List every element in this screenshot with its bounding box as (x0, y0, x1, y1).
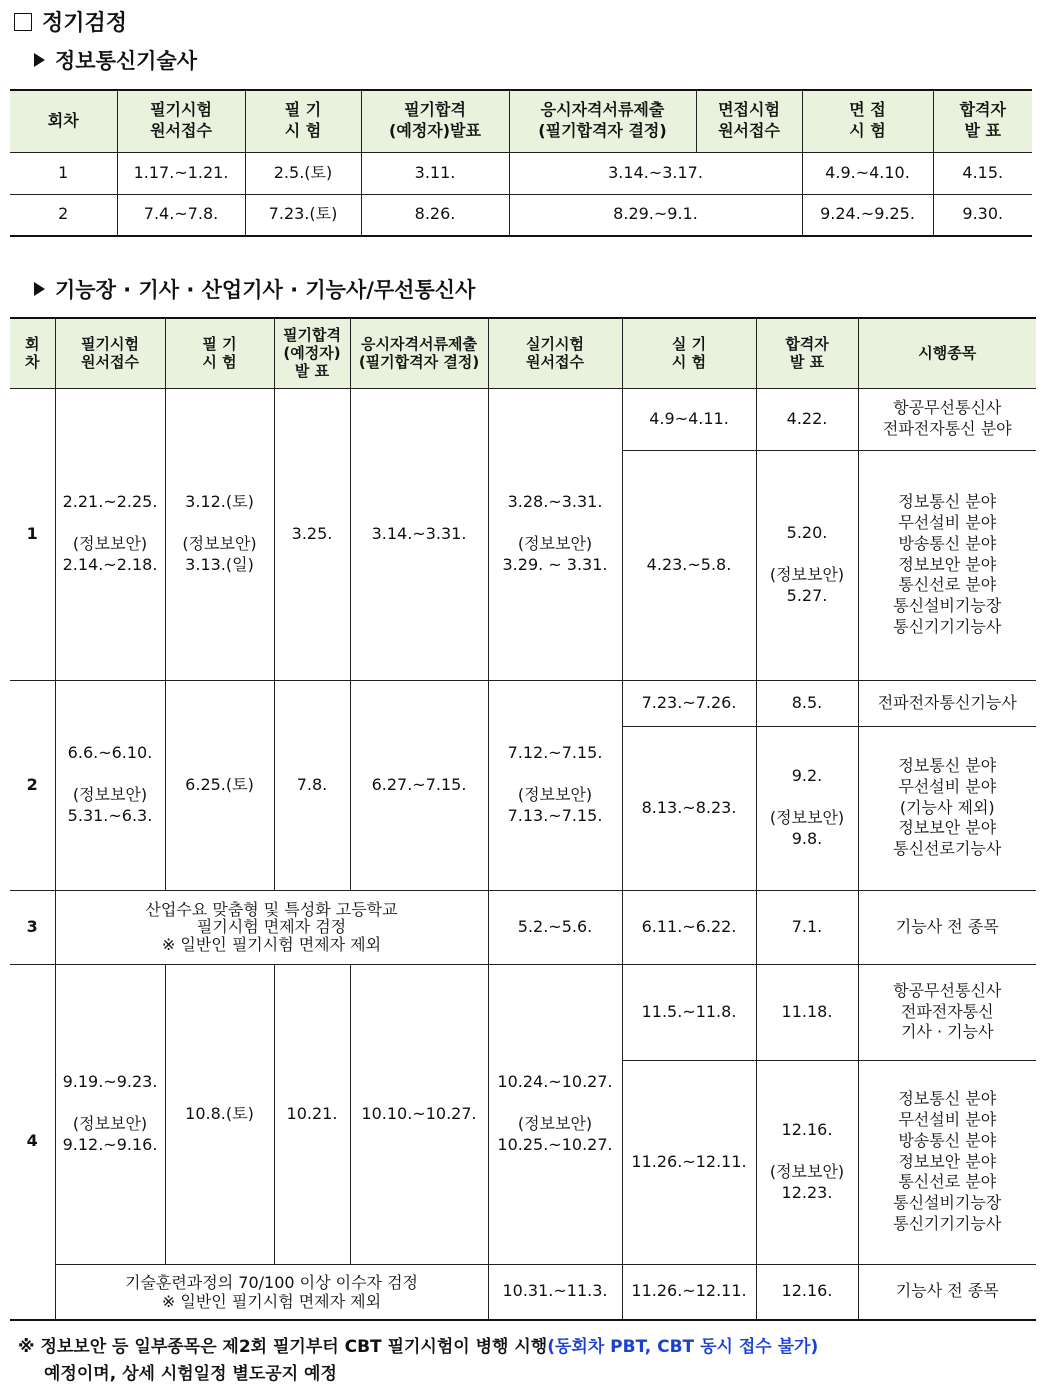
cell-final-result: 4.22. (756, 388, 858, 450)
section2-heading-text: 기능장 · 기사 · 산업기사 · 기능사/무선통신사 (55, 278, 476, 302)
cell-final-result: 7.1. (756, 890, 858, 964)
col-header: 필기합격 (예정자) 발 표 (274, 318, 350, 388)
table-header-row (10, 90, 1032, 152)
col-header: 면 접 시 험 (802, 90, 933, 152)
col-header: 필기시험 원서접수 (117, 90, 245, 152)
cell-practical-exam: 11.5.~11.8. (622, 964, 756, 1060)
footnote (18, 1334, 1028, 1388)
table-row (10, 1264, 1036, 1320)
cell-written-apply: 6.6.~6.10. (정보보안) 5.31.~6.3. (55, 680, 165, 890)
cell-practical-exam: 7.23.~7.26. (622, 680, 756, 726)
checkbox-square-icon (14, 13, 32, 31)
table-row (10, 680, 1036, 726)
cell-docs: 3.14.~3.17. (509, 152, 802, 194)
col-header: 필기합격 (예정자)발표 (361, 90, 509, 152)
cell-practical-apply: 10.24.~10.27. (정보보안) 10.25.~10.27. (488, 964, 622, 1264)
cell-round: 2 (10, 194, 117, 236)
cell-interview-exam: 4.9.~4.10. (802, 152, 933, 194)
cell-round: 1 (10, 152, 117, 194)
cell-written-apply: 2.21.~2.25. (정보보안) 2.14.~2.18. (55, 388, 165, 680)
cell-written-result: 7.8. (274, 680, 350, 890)
cell-practical-exam: 4.9~4.11. (622, 388, 756, 450)
cell-round: 3 (10, 890, 55, 964)
cell-items: 기능사 전 종목 (858, 1264, 1036, 1320)
footnote-highlight: (동회차 PBT, CBT 동시 접수 불가) (547, 1337, 819, 1357)
col-header: 필 기 시 험 (165, 318, 274, 388)
table-row (10, 152, 1032, 194)
triangle-bullet-icon (34, 282, 45, 296)
table-row (10, 890, 1036, 964)
section1-heading-text: 정보통신기술사 (55, 49, 198, 73)
page-title (14, 6, 127, 37)
cell-items: 항공무선통신사 전파전자통신 분야 (858, 388, 1036, 450)
cell-written-apply: 1.17.~1.21. (117, 152, 245, 194)
cell-round: 2 (10, 680, 55, 890)
cell-written-exam: 6.25.(토) (165, 680, 274, 890)
cell-written-exam: 3.12.(토) (정보보안) 3.13.(일) (165, 388, 274, 680)
cell-final-result: 9.2. (정보보안) 9.8. (756, 726, 858, 890)
cell-note: 산업수요 맞춤형 및 특성화 고등학교 필기시험 면제자 검정 ※ 일반인 필기시험 면제자 제외 (55, 890, 488, 964)
cell-practical-apply: 7.12.~7.15. (정보보안) 7.13.~7.15. (488, 680, 622, 890)
col-header: 필 기 시 험 (245, 90, 361, 152)
cell-docs: 6.27.~7.15. (350, 680, 488, 890)
cell-written-exam: 2.5.(토) (245, 152, 361, 194)
page-title-text: 정기검정 (42, 11, 128, 36)
cell-final-result: 11.18. (756, 964, 858, 1060)
cell-docs: 8.29.~9.1. (509, 194, 802, 236)
cell-final-result: 8.5. (756, 680, 858, 726)
cell-items: 기능사 전 종목 (858, 890, 1036, 964)
cell-final-result: 9.30. (933, 194, 1032, 236)
col-header: 응시자격서류제출 (필기합격자 결정) (509, 90, 696, 152)
col-header: 합격자 발 표 (756, 318, 858, 388)
cell-docs: 10.10.~10.27. (350, 964, 488, 1264)
cell-written-result: 8.26. (361, 194, 509, 236)
col-header: 합격자 발 표 (933, 90, 1032, 152)
cell-final-result: 5.20. (정보보안) 5.27. (756, 450, 858, 680)
col-header: 회차 (10, 90, 117, 152)
col-header: 실 기 시 험 (622, 318, 756, 388)
cell-practical-apply: 3.28.~3.31. (정보보안) 3.29. ~ 3.31. (488, 388, 622, 680)
cell-final-result: 4.15. (933, 152, 1032, 194)
col-header: 실기시험 원서접수 (488, 318, 622, 388)
cell-round: 1 (10, 388, 55, 680)
table-row (10, 964, 1036, 1060)
footnote-text: ※ 정보보안 등 일부종목은 제2회 필기부터 CBT 필기시험이 병행 시행 (18, 1337, 548, 1357)
cell-written-result: 3.25. (274, 388, 350, 680)
cell-practical-exam: 4.23.~5.8. (622, 450, 756, 680)
col-header: 회 차 (10, 318, 55, 388)
table-row (10, 388, 1036, 450)
cell-written-apply: 9.19.~9.23. (정보보안) 9.12.~9.16. (55, 964, 165, 1264)
cell-written-exam: 7.23.(토) (245, 194, 361, 236)
cell-practical-apply: 10.31.~11.3. (488, 1264, 622, 1320)
cell-round: 4 (10, 964, 55, 1320)
schedule-table-technician (10, 89, 1032, 237)
cell-interview-exam: 9.24.~9.25. (802, 194, 933, 236)
cell-items: 정보통신 분야 무선설비 분야 방송통신 분야 정보보안 분야 통신선로 분야 통신설비기능장 통신기기기능사 (858, 450, 1036, 680)
cell-written-exam: 10.8.(토) (165, 964, 274, 1264)
cell-practical-exam: 11.26.~12.11. (622, 1060, 756, 1264)
cell-practical-exam: 8.13.~8.23. (622, 726, 756, 890)
cell-written-apply: 7.4.~7.8. (117, 194, 245, 236)
section1-heading (34, 45, 197, 75)
cell-practical-exam: 6.11.~6.22. (622, 890, 756, 964)
triangle-bullet-icon (34, 53, 45, 67)
table-header-row (10, 318, 1036, 388)
cell-note: 기술훈련과정의 70/100 이상 이수자 검정 ※ 일반인 필기시험 면제자 제외 (55, 1264, 488, 1320)
col-header: 필기시험 원서접수 (55, 318, 165, 388)
cell-final-result: 12.16. (756, 1264, 858, 1320)
cell-docs: 3.14.~3.31. (350, 388, 488, 680)
cell-practical-apply: 5.2.~5.6. (488, 890, 622, 964)
cell-items: 항공무선통신사 전파전자통신 기사 · 기능사 (858, 964, 1036, 1060)
cell-items: 전파전자통신기능사 (858, 680, 1036, 726)
footnote-text-cont: 예정이며, 상세 시험일정 별도공지 예정 (44, 1364, 337, 1385)
col-header: 응시자격서류제출 (필기합격자 결정) (350, 318, 488, 388)
section2-heading (34, 274, 475, 304)
cell-items: 정보통신 분야 무선설비 분야 (기능사 제외) 정보보안 분야 통신선로기능사 (858, 726, 1036, 890)
col-header: 시행종목 (858, 318, 1036, 388)
cell-final-result: 12.16. (정보보안) 12.23. (756, 1060, 858, 1264)
cell-written-result: 3.11. (361, 152, 509, 194)
col-header: 면접시험 원서접수 (696, 90, 802, 152)
cell-practical-exam: 11.26.~12.11. (622, 1264, 756, 1320)
cell-written-result: 10.21. (274, 964, 350, 1264)
table-row (10, 194, 1032, 236)
schedule-table-technician-general (10, 317, 1036, 1321)
cell-items: 정보통신 분야 무선설비 분야 방송통신 분야 정보보안 분야 통신선로 분야 통신설비기능장 통신기기기능사 (858, 1060, 1036, 1264)
